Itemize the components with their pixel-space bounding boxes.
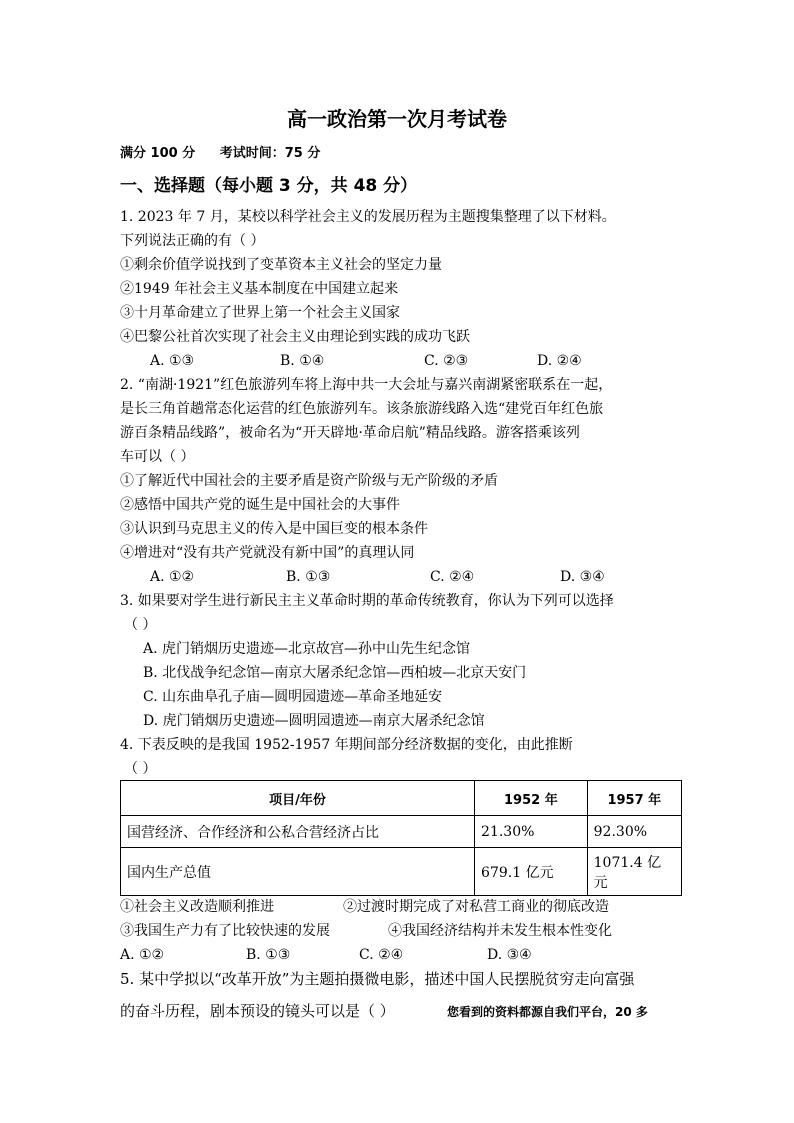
q4-option-b[interactable]: B. ①③ [246,947,291,963]
table-cell: 92.30% [587,816,681,848]
q4-item-2: ②过渡时期完成了对私营工商业的彻底改造 [343,899,609,915]
table-header-row [121,781,682,816]
table-header-1952: 1952 年 [475,781,588,816]
q1-option-a[interactable]: A. ①③ [150,353,195,369]
q1-option-c[interactable]: C. ②③ [424,353,469,369]
platform-watermark: 您看到的资料都源自我们平台，20 多 [447,1005,648,1019]
q1-item-1: ①剩余价值学说找到了变革资本主义社会的坚定力量 [120,257,442,273]
q3-stem-line2: （ ） [124,617,157,633]
q4-item-3: ③我国生产力有了比较快速的发展 [120,923,330,939]
q3-stem-line1: 3. 如果要对学生进行新民主主义革命时期的革命传统教育，你认为下列可以选择 [120,593,614,609]
table-cell: 21.30% [475,816,588,848]
exam-time: 考试时间：75 分 [219,146,321,161]
q4-option-c[interactable]: C. ②④ [359,947,404,963]
full-score: 满分 100 分 [120,146,196,161]
table-cell: 679.1 亿元 [475,848,588,896]
q2-item-3: ③认识到马克思主义的传入是中国巨变的根本条件 [120,521,428,537]
q2-item-2: ②感悟中国共产党的诞生是中国社会的大事件 [120,497,400,513]
q2-stem-line3: 游百条精品线路”，被命名为“开天辟地·革命启航”精品线路。游客搭乘该列 [120,425,580,441]
table-header-item: 项目/年份 [121,781,475,816]
q4-option-a[interactable]: A. ①② [120,947,165,963]
q2-option-a[interactable]: A. ①② [150,569,195,585]
q4-item-1: ①社会主义改造顺利推进 [120,899,274,915]
q2-stem-line2: 是长三角首趟常态化运营的红色旅游列车。该条旅游线路入选“建党百年红色旅 [120,401,604,417]
q4-stem-line2: （ ） [124,761,157,777]
q4-option-d[interactable]: D. ③④ [487,947,532,963]
table-cell: 国营经济、合作经济和公私合营经济占比 [121,816,475,848]
q4-item-4: ④我国经济结构并未发生根本性变化 [388,923,612,939]
q3-option-d[interactable]: D. 虎门销烟历史遗迹—圆明园遗迹—南京大屠杀纪念馆 [143,713,485,729]
q5-stem-line2: 的奋斗历程，剧本预设的镜头可以是（ ） [120,1002,395,1020]
q1-stem-line2: 下列说法正确的有（ ） [120,233,265,249]
q3-option-b[interactable]: B. 北伐战争纪念馆—南京大屠杀纪念馆—西柏坡—北京天安门 [143,665,527,681]
table-row [121,816,682,848]
q2-stem-line1: 2. “南湖·1921”红色旅游列车将上海中共一大会址与嘉兴南湖紧密联系在一起， [120,377,613,393]
q2-option-d[interactable]: D. ③④ [560,569,605,585]
q2-option-c[interactable]: C. ②④ [430,569,475,585]
q3-option-a[interactable]: A. 虎门销烟历史遗迹—北京故宫—孙中山先生纪念馆 [143,641,471,657]
q4-stem-line1: 4. 下表反映的是我国 1952-1957 年期间部分经济数据的变化，由此推断 [120,737,573,753]
exam-meta [120,142,320,161]
table-cell: 1071.4 亿元 [587,848,681,896]
q2-option-b[interactable]: B. ①③ [286,569,331,585]
q2-stem-line4: 车可以（ ） [120,449,195,465]
q1-item-4: ④巴黎公社首次实现了社会主义由理论到实践的成功飞跃 [120,329,470,345]
page-title: 高一政治第一次月考试卷 [287,107,507,131]
q5-stem-line1: 5. 某中学拟以“改革开放”为主题拍摄微电影，描述中国人民摆脱贫穷走向富强 [120,970,635,988]
q1-option-d[interactable]: D. ②④ [537,353,582,369]
q1-item-2: ②1949 年社会主义基本制度在中国建立起来 [120,281,399,297]
section-heading: 一、选择题（每小题 3 分，共 48 分） [120,176,418,196]
table-cell: 国内生产总值 [121,848,475,896]
table-row [121,848,682,896]
q1-option-b[interactable]: B. ①④ [280,353,325,369]
q1-stem-line1: 1. 2023 年 7 月，某校以科学社会主义的发展历程为主题搜集整理了以下材料。 [120,209,616,225]
q3-option-c[interactable]: C. 山东曲阜孔子庙—圆明园遗迹—革命圣地延安 [143,689,443,705]
table-header-1957: 1957 年 [587,781,681,816]
q2-item-4: ④增进对“没有共产党就没有新中国”的真理认同 [120,545,415,561]
economic-data-table [120,780,682,896]
q2-item-1: ①了解近代中国社会的主要矛盾是资产阶级与无产阶级的矛盾 [120,473,498,489]
q1-item-3: ③十月革命建立了世界上第一个社会主义国家 [120,305,400,321]
